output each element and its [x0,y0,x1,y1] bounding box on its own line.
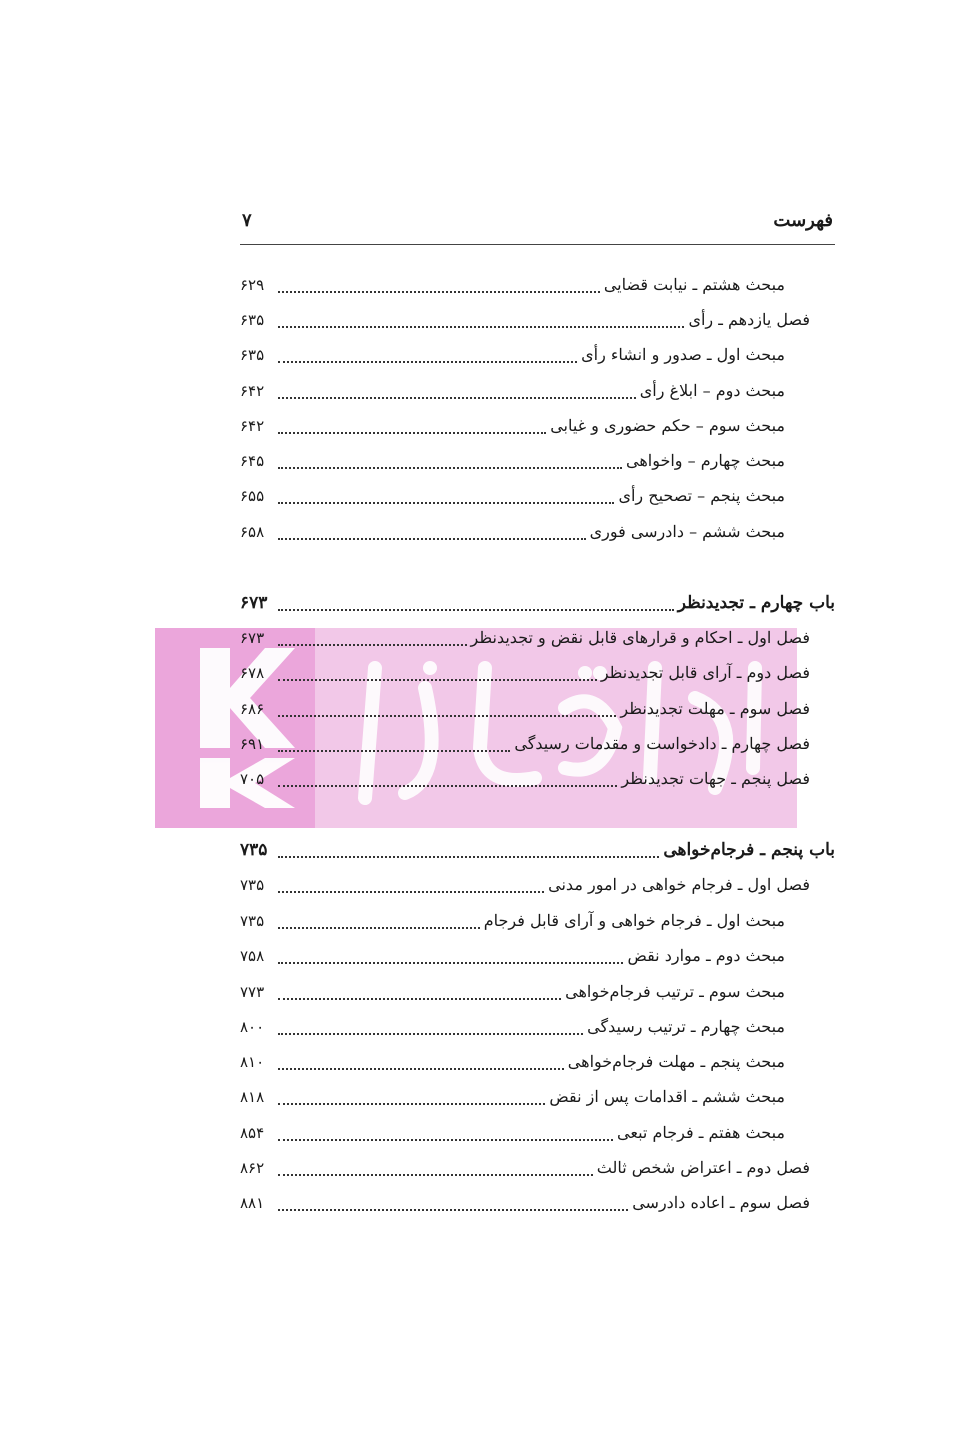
toc-entry [240,411,785,441]
toc-entry [240,305,810,335]
toc-entry [240,481,785,511]
toc-entry-page: ۷۵۸ [240,947,265,965]
toc-entry-title: مبحث هفتم ـ فرجام تبعی [617,1123,785,1142]
toc-entry [240,1153,810,1183]
dot-leader [278,609,674,611]
dot-leader [278,715,616,717]
toc-entry-page: ۶۷۳ [240,593,268,613]
page-header [240,208,835,245]
toc-entry-title: باب چهارم ـ تجدیدنظر [677,593,835,613]
toc-entry-page: ۶۳۵ [240,311,265,329]
toc-entry-page: ۸۵۴ [240,1124,265,1142]
toc-entry-title: فصل سوم ـ اعاده دادرسی [632,1193,810,1212]
toc-entry-title: مبحث دوم – ابلاغ رأی [639,381,785,400]
toc-entry [240,588,835,618]
toc-entry-title: مبحث ششم ـ اقدامات پس از نقض [549,1087,785,1106]
toc-entry [240,658,810,688]
dot-leader [278,856,659,858]
toc-entry-title: فصل اول ـ احکام و قرارهای قابل نقض و تجدیدنظر [470,628,810,647]
dot-leader [278,1033,583,1035]
toc-entry-title: فصل اول ـ فرجام خواهی در امور مدنی [548,875,810,894]
toc-entry-title: باب پنجم ـ فرجام‌خواهی [663,840,835,860]
toc-entry [240,1188,810,1218]
toc-entry-page: ۸۸۱ [240,1194,265,1212]
toc-entry-page: ۶۷۸ [240,664,265,682]
toc-entry [240,623,810,653]
toc-entry-title: مبحث چهارم – واخواهی [625,451,785,470]
toc-entry-title: مبحث چهارم ـ ترتیب رسیدگی [587,1017,785,1036]
dot-leader [278,432,546,434]
toc-entry-title: مبحث دوم ـ موارد نقض [627,946,785,965]
toc-entry-page: ۶۳۵ [240,346,265,364]
dot-leader [278,326,684,328]
toc-entry [240,1047,785,1077]
toc-entry [240,729,810,759]
toc-entry-title: مبحث اول ـ صدور و انشاء رأی [581,345,785,364]
dot-leader [278,927,480,929]
toc-entry-page: ۸۰۰ [240,1018,265,1036]
dot-leader [278,644,467,646]
toc-entry [240,1012,785,1042]
dot-leader [278,1174,593,1176]
toc-entry-title: مبحث پنجم – تصحیح رأی [618,486,785,505]
dot-leader [278,291,600,293]
dot-leader [278,962,623,964]
toc-entry-page: ۷۳۵ [240,840,268,860]
toc-entry-title: مبحث اول ـ فرجام خواهی و آرای قابل فرجام [483,911,785,930]
toc-entry [240,1118,785,1148]
toc-entry-page: ۶۴۲ [240,382,265,400]
toc-entry-page: ۷۰۵ [240,770,265,788]
dot-leader [278,467,622,469]
toc-entry-title: فصل چهارم ـ دادخواست و مقدمات رسیدگی [514,734,810,753]
toc-entry-page: ۶۵۵ [240,487,265,505]
toc-entry-page: ۶۷۳ [240,629,265,647]
toc-entry [240,517,785,547]
toc-entry-title: مبحث هشتم ـ نیابت قضایی [603,275,785,294]
toc-entry-title: فصل یازدهم ـ رأی [688,310,810,329]
dot-leader [278,397,636,399]
dot-leader [278,785,617,787]
toc-entry [240,446,785,476]
toc-entry [240,977,785,1007]
toc-entry-title: فصل دوم ـ اعتراض شخص ثالث [596,1158,810,1177]
dot-leader [278,1103,545,1105]
toc-entry-title: مبحث سوم – حکم حضوری و غیابی [550,416,785,435]
dot-leader [278,679,597,681]
toc-entry [240,870,810,900]
toc-entry-page: ۶۵۸ [240,523,265,541]
dot-leader [278,1139,613,1141]
toc-entry [240,694,810,724]
toc-entry-title: مبحث سوم ـ ترتیب فرجام‌خواهی [565,982,785,1001]
toc-entry-page: ۷۳۵ [240,912,265,930]
toc-entry-title: مبحث ششم – دادرسی فوری [589,522,785,541]
toc-entry-title: فصل دوم ـ آرای قابل تجدیدنظر [600,663,810,682]
toc-entry-page: ۸۶۲ [240,1159,265,1177]
toc-entry-page: ۷۷۳ [240,983,265,1001]
dot-leader [278,502,614,504]
toc-entry-page: ۷۳۵ [240,876,265,894]
toc-entry-title: مبحث پنجم ـ مهلت فرجام‌خواهی [567,1052,785,1071]
toc-entry-page: ۶۴۵ [240,452,265,470]
toc-entry-page: ۶۹۱ [240,735,265,753]
dot-leader [278,538,586,540]
dot-leader [278,1209,628,1211]
page-title: فهرست [773,210,833,231]
toc-entry [240,941,785,971]
toc-entry [240,764,810,794]
toc-entry-page: ۶۴۲ [240,417,265,435]
dot-leader [278,1068,564,1070]
toc-entry-title: فصل پنجم ـ جهات تجدیدنظر [621,769,810,788]
toc-entry [240,906,785,936]
toc-entry-page: ۶۸۶ [240,700,265,718]
toc-entry [240,1082,785,1112]
toc-entry-page: ۶۲۹ [240,276,265,294]
dot-leader [278,361,577,363]
dot-leader [278,750,510,752]
toc-entry [240,270,785,300]
toc-entry [240,340,785,370]
toc-entry [240,835,835,865]
dot-leader [278,998,561,1000]
toc-entry-page: ۸۱۸ [240,1088,265,1106]
dot-leader [278,891,544,893]
toc-entry [240,376,785,406]
toc-entry-page: ۸۱۰ [240,1053,265,1071]
toc-entry-title: فصل سوم ـ مهلت تجدیدنظر [620,699,810,718]
page-number: ۷ [242,210,252,231]
